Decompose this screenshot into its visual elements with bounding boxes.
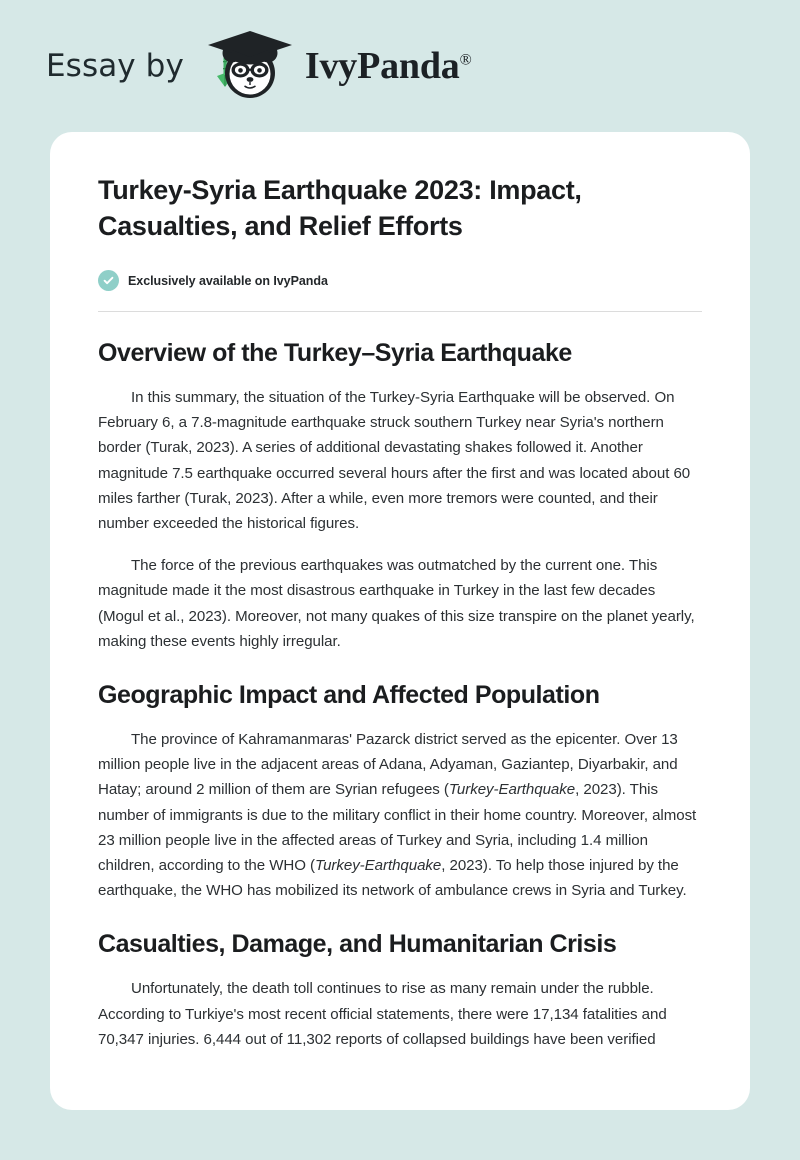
paragraph: In this summary, the situation of the Turkey-Syria Earthquake will be observed. On February 6, a 7.8-magnitude earthquake struck southern Turkey near Syria's northern border (Turak, 2023). A series of additional devastating shakes followed it. Another magnitude 7.5 earthquake occurred several hours after the first and was located about 60 miles farther (Turak, 2023). After a while, even more tremors were counted, and their number exceeded the historical figures. — [98, 389, 691, 533]
registered-trademark-symbol: ® — [459, 51, 472, 69]
section-heading-geographic-impact: Geographic Impact and Affected Population — [98, 681, 600, 710]
header-divider — [98, 311, 702, 312]
brand-header — [0, 0, 800, 132]
paragraph: The force of the previous earthquakes was outmatched by the current one. This magnitude made it the most disastrous earthquake in Turkey in the last few decades (Mogul et al., 2023). Moreover, not many quakes of this size transpire on the planet yearly, making these events highly irregular. — [98, 557, 695, 650]
ivypanda-wordmark — [305, 47, 472, 85]
paragraph: The province of Kahramanmaras' Pazarck district served as the epicenter. Over 13 million people live in the adjacent areas of Adana, Adyaman, Gaziantep, Diyarbakir, and Hatay; around 2 million of them are Syrian refugees (Turkey-Earthquake, 2023). This number of immigrants is due to the military conflict in their home country. Moreover, almost 23 million people live in the affected areas of Turkey and Syria, including 1.4 million children, according to the WHO (Turkey-Earthquake, 2023). To help those injured by the earthquake, the WHO has mobilized its network of ambulance crews in Syria and Turkey. — [98, 731, 697, 900]
exclusivity-badge — [98, 270, 702, 291]
panda-graduate-icon — [200, 29, 296, 103]
wordmark-text: IvyPanda — [304, 45, 460, 87]
essay-content — [50, 132, 750, 1052]
essay-by-label: Essay by — [46, 47, 184, 84]
page-title: Turkey-Syria Earthquake 2023: Impact, Casualties, and Relief Efforts — [98, 175, 582, 241]
check-circle-icon — [98, 270, 119, 291]
ivypanda-logo-link[interactable] — [200, 29, 472, 103]
exclusivity-badge-label: Exclusively available on IvyPanda — [128, 273, 328, 288]
essay-card — [50, 132, 750, 1110]
paragraph: Unfortunately, the death toll continues to rise as many remain under the rubble. According to Turkiye's most recent official statements, there were 17,134 fatalities and 70,347 injuries. 6,444 out of 11,302 reports of collapsed buildings have been verified — [98, 980, 667, 1048]
section-heading-overview: Overview of the Turkey–Syria Earthquake — [98, 339, 572, 367]
section-heading-casualties: Casualties, Damage, and Humanitarian Crisis — [98, 930, 617, 959]
